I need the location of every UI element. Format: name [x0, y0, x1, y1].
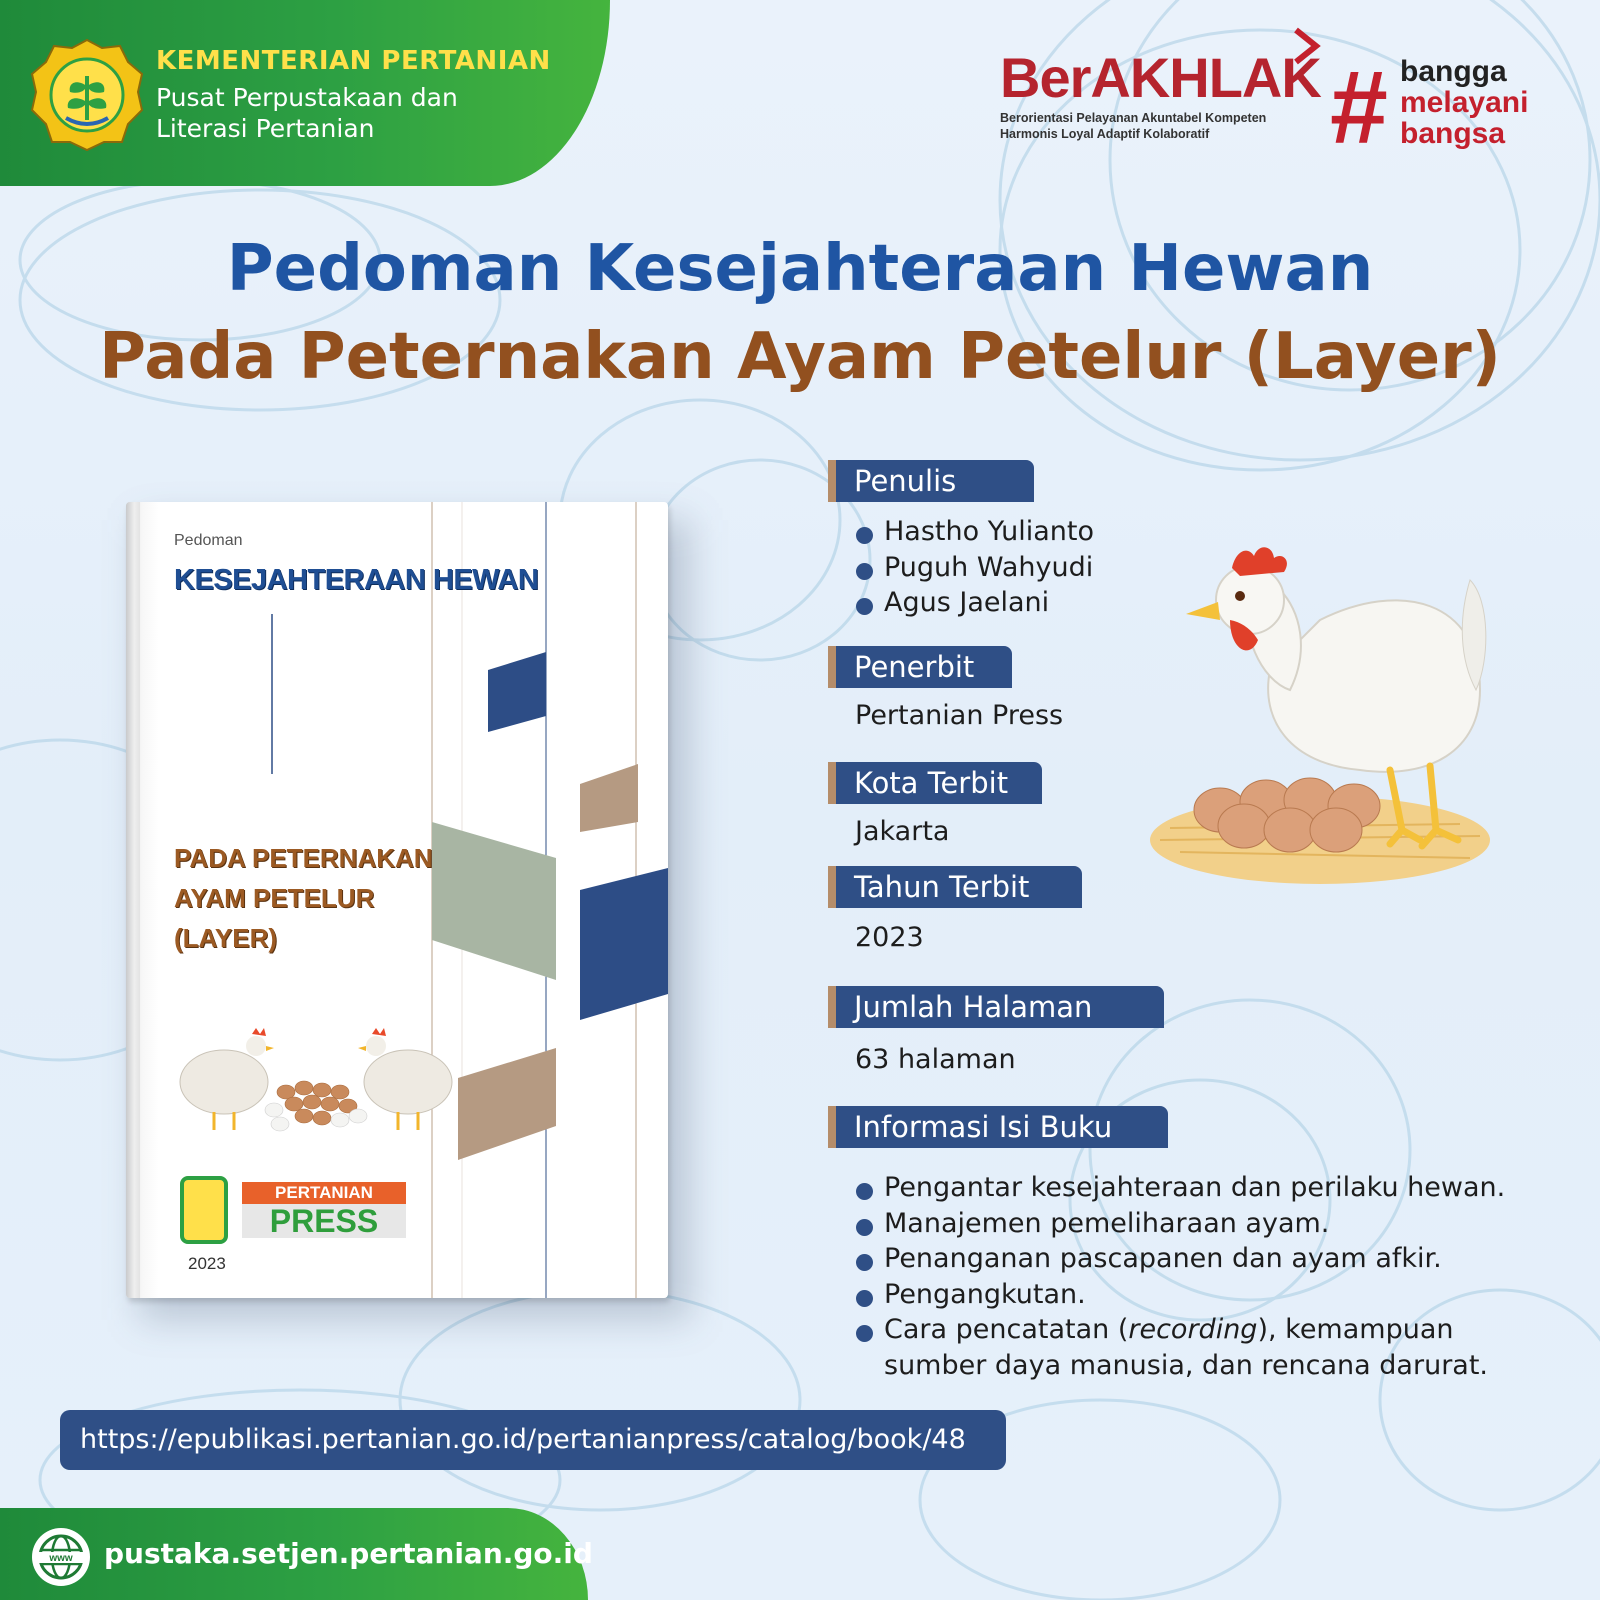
label-jumlah-halaman: Jumlah Halaman — [828, 986, 1164, 1028]
tahun-value: 2023 — [855, 922, 924, 953]
list-item: Hastho Yulianto — [855, 514, 1094, 550]
book-spine — [126, 502, 140, 1298]
list-item — [855, 1312, 1505, 1383]
list-item: Manajemen pemeliharaan ayam. — [855, 1206, 1505, 1242]
content5-line2: sumber daya manusia, dan rencana darurat. — [884, 1349, 1489, 1381]
slogan — [1400, 56, 1528, 149]
org-subtitle-line1: Pusat Perpustakaan dan — [156, 83, 458, 112]
book-subtitle-line1: PADA PETERNAKAN — [174, 843, 433, 873]
label-kota-terbit: Kota Terbit — [828, 762, 1042, 804]
content5-post: ), kemampuan — [1257, 1314, 1454, 1345]
book-pedoman: Pedoman — [174, 532, 243, 549]
berakhlak-tagline-2: Harmonis Loyal Adaptif Kolaboratif — [1000, 127, 1210, 141]
book-subtitle — [174, 838, 433, 958]
list-item: Agus Jaelani — [855, 585, 1094, 621]
content5-line1 — [884, 1312, 1505, 1348]
hen-on-eggs-icon — [1140, 540, 1520, 910]
press-label-top: PERTANIAN — [242, 1182, 406, 1204]
kota-value: Jakarta — [855, 816, 950, 847]
footer-website-link[interactable]: pustaka.setjen.pertanian.go.id — [104, 1537, 593, 1570]
ministry-logo-icon — [30, 38, 144, 152]
page-title-line2: Pada Peternakan Ayam Petelur (Layer) — [99, 320, 1501, 394]
slogan-word-2: melayani — [1400, 86, 1529, 119]
catalog-url-link[interactable]: https://epublikasi.pertanian.go.id/pertanianpress/catalog/book/48 — [60, 1410, 1006, 1470]
book-year: 2023 — [188, 1254, 226, 1273]
book-subtitle-line3: (LAYER) — [174, 923, 278, 953]
page-title-line1: Pedoman Kesejahteraan Hewan — [226, 232, 1374, 306]
label-penerbit: Penerbit — [828, 646, 1012, 688]
org-subtitle — [156, 82, 458, 144]
content5-italic: recording — [1128, 1314, 1258, 1345]
berakhlak-word: BerAKHLAK — [1000, 46, 1321, 109]
book-title: KESEJAHTERAAN HEWAN — [174, 564, 539, 596]
slogan-word-1: bangga — [1400, 55, 1507, 88]
author-list — [855, 514, 1094, 621]
org-name: KEMENTERIAN PERTANIAN — [156, 46, 551, 76]
berakhlak-logo — [1000, 46, 1321, 142]
list-item: Penanganan pascapanen dan ayam afkir. — [855, 1241, 1505, 1277]
list-item: Puguh Wahyudi — [855, 550, 1094, 586]
content5-pre: Cara pencatatan ( — [884, 1314, 1129, 1345]
book-cover — [126, 502, 668, 1298]
berakhlak-tagline-1: Berorientasi Pelayanan Akuntabel Kompeten — [1000, 111, 1267, 125]
chickens-eggs-icon — [176, 1012, 456, 1142]
label-informasi-isi-buku: Informasi Isi Buku — [828, 1106, 1168, 1148]
slogan-word-3: bangsa — [1400, 117, 1506, 150]
list-item: Pengangkutan. — [855, 1277, 1505, 1313]
book-subtitle-line2: AYAM PETELUR — [174, 883, 375, 913]
contents-list — [855, 1170, 1505, 1383]
halaman-value: 63 halaman — [855, 1044, 1016, 1075]
label-tahun-terbit: Tahun Terbit — [828, 866, 1082, 908]
globe-icon — [30, 1526, 92, 1588]
pertanian-press-emblem-icon — [180, 1176, 228, 1244]
chevron-right-icon — [1292, 26, 1322, 66]
list-item: Pengantar kesejahteraan dan perilaku hewan. — [855, 1170, 1505, 1206]
label-penulis: Penulis — [828, 460, 1034, 502]
press-label-bottom: PRESS — [242, 1204, 406, 1238]
hashtag-symbol: # — [1330, 50, 1388, 166]
globe-text: www — [49, 1553, 73, 1564]
penerbit-value: Pertanian Press — [855, 700, 1064, 731]
org-subtitle-line2: Literasi Pertanian — [156, 114, 375, 143]
